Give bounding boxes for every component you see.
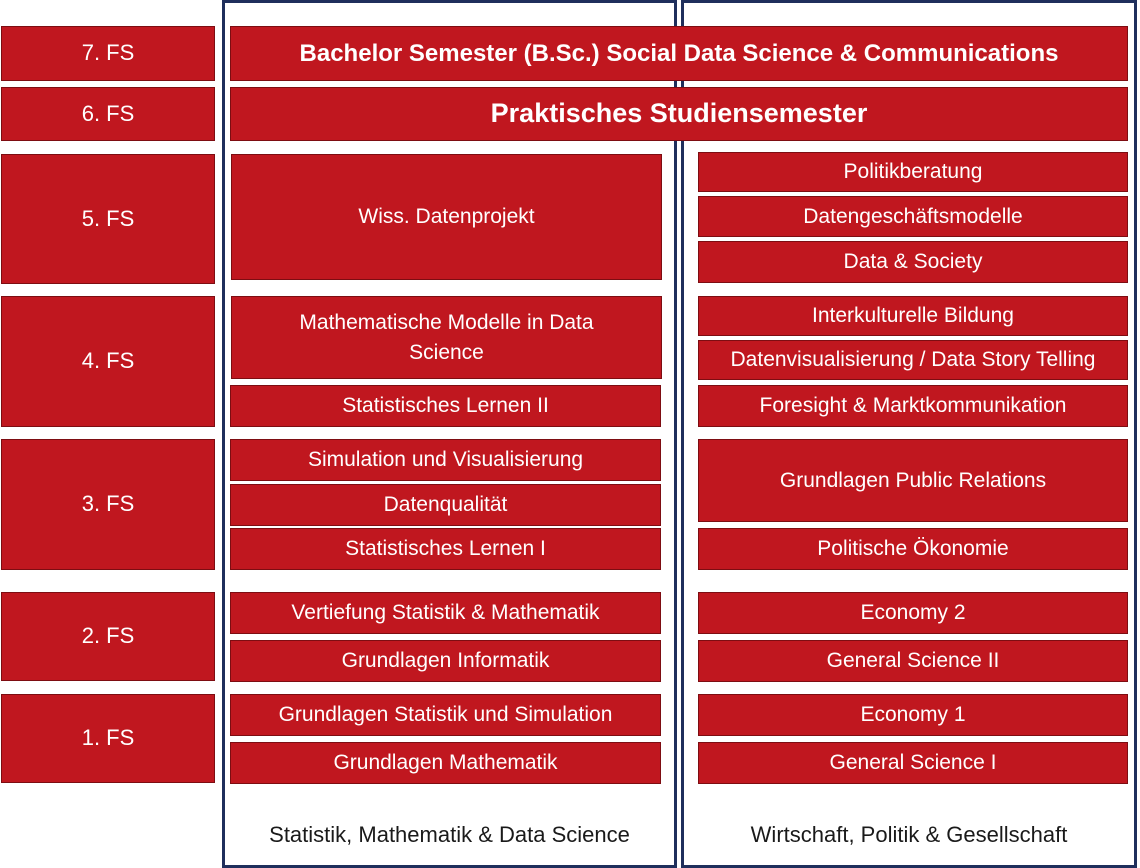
right-column-label: Wirtschaft, Politik & Gesellschaft [750,822,1068,847]
module-economy-2: Economy 2 [698,592,1128,634]
module-vertiefung-statistik: Vertiefung Statistik & Mathematik [230,592,661,634]
semester-label-6: 6. FS [1,87,215,141]
module-simulation-visualisierung: Simulation und Visualisierung [230,439,661,481]
module-datengeschaeftsmodelle: Datengeschäftsmodelle [698,196,1128,237]
module-datenvisualisierung: Datenvisualisierung / Data Story Telling [698,340,1128,380]
semester-label-3: 3. FS [1,439,215,570]
semester-label-4: 4. FS [1,296,215,427]
semester-label-7: 7. FS [1,26,215,81]
module-grundlagen-statistik-simulation: Grundlagen Statistik und Simulation [230,694,661,736]
module-politische-oekonomie: Politische Ökonomie [698,528,1128,570]
module-general-science-1: General Science I [698,742,1128,784]
module-politikberatung: Politikberatung [698,152,1128,192]
module-general-science-2: General Science II [698,640,1128,682]
semester-label-5: 5. FS [1,154,215,284]
semester-label-1: 1. FS [1,694,215,783]
module-grundlagen-public-relations: Grundlagen Public Relations [698,439,1128,522]
module-wiss-datenprojekt: Wiss. Datenprojekt [231,154,662,280]
semester-label-2: 2. FS [1,592,215,681]
module-grundlagen-informatik: Grundlagen Informatik [230,640,661,682]
module-statistisches-lernen-2: Statistisches Lernen II [230,385,661,427]
left-column-label: Statistik, Mathematik & Data Science [269,822,630,847]
module-statistisches-lernen-1: Statistisches Lernen I [230,528,661,570]
banner-title: Bachelor Semester (B.Sc.) Social Data Science & Communications [230,26,1128,81]
module-interkulturelle-bildung: Interkulturelle Bildung [698,296,1128,336]
module-foresight: Foresight & Marktkommunikation [698,385,1128,427]
module-mathematische-modelle: Mathematische Modelle in Data Science [231,296,662,379]
module-grundlagen-mathematik: Grundlagen Mathematik [230,742,661,784]
module-data-society: Data & Society [698,241,1128,283]
module-datenqualitaet: Datenqualität [230,484,661,526]
practical-semester-banner: Praktisches Studiensemester [230,87,1128,141]
module-economy-1: Economy 1 [698,694,1128,736]
